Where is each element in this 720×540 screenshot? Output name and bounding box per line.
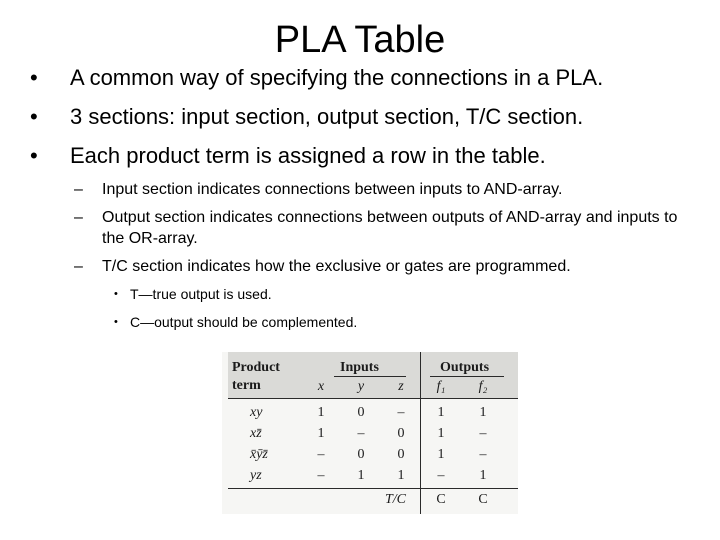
output-f1-cell: – xyxy=(437,468,445,483)
tc-label: T/C xyxy=(385,492,407,507)
inputs-underline xyxy=(334,376,406,377)
tc-rule xyxy=(228,488,518,489)
input-x-cell: – xyxy=(317,468,325,483)
dash-marker: – xyxy=(74,258,83,275)
tc-f2-cell: C xyxy=(478,492,488,507)
sub-sub-bullet-2 xyxy=(30,313,700,331)
input-y-cell: – xyxy=(357,426,365,441)
bullet-marker: • xyxy=(114,316,118,328)
bullet-2 xyxy=(30,103,700,131)
dash-marker: – xyxy=(74,209,83,226)
bullet-marker: • xyxy=(30,143,38,168)
term-cell: xy xyxy=(250,405,263,420)
sub-bullet-list xyxy=(30,179,700,331)
col-x: x xyxy=(317,379,325,394)
bullet-1 xyxy=(30,64,700,92)
input-y-cell: 1 xyxy=(357,468,365,483)
bullet-1-text: A common way of specifying the connections in a PLA. xyxy=(70,65,604,90)
bullet-marker: • xyxy=(30,65,38,90)
input-z-cell: – xyxy=(397,405,405,420)
bullet-3-text: Each product term is assigned a row in the table. xyxy=(70,143,546,168)
term-cell: yz xyxy=(250,468,262,483)
input-z-cell: 0 xyxy=(397,447,405,462)
sub-bullet-3 xyxy=(30,256,700,277)
header-inputs: Inputs xyxy=(340,360,379,375)
input-x-cell: – xyxy=(317,447,325,462)
bullet-2-text: 3 sections: input section, output section, T/C section. xyxy=(70,104,584,129)
section-divider xyxy=(420,352,421,514)
header-rule xyxy=(228,398,518,399)
bullet-marker: • xyxy=(114,288,118,300)
input-x-cell: 1 xyxy=(317,426,325,441)
sub-bullet-1 xyxy=(30,179,700,200)
header-outputs: Outputs xyxy=(440,360,490,375)
bullet-marker: • xyxy=(30,104,38,129)
col-y: y xyxy=(357,379,365,394)
outputs-underline xyxy=(430,376,504,377)
output-f2-cell: 1 xyxy=(479,468,487,483)
pla-table-image xyxy=(222,352,518,514)
output-f2-cell: – xyxy=(479,426,487,441)
header-term: term xyxy=(232,378,261,393)
bullet-list xyxy=(30,64,700,341)
sub-sub-bullet-1 xyxy=(30,285,700,303)
term-cell: xz̄ xyxy=(250,426,262,441)
input-y-cell: 0 xyxy=(357,447,365,462)
col-f1: f₁ xyxy=(436,379,446,394)
slide-title: PLA Table xyxy=(274,19,446,61)
bullet-3 xyxy=(30,142,700,170)
col-f2: f₂ xyxy=(478,379,488,394)
dash-marker: – xyxy=(74,181,83,198)
term-cell: x̄ȳz̄ xyxy=(250,447,268,462)
input-y-cell: 0 xyxy=(357,405,365,420)
sub-bullet-2 xyxy=(30,207,700,249)
sub-bullet-3-text: T/C section indicates how the exclusive or gates are programmed. xyxy=(102,258,571,275)
header-product: Product xyxy=(232,360,280,375)
output-f1-cell: 1 xyxy=(437,405,445,420)
input-z-cell: 0 xyxy=(397,426,405,441)
sub-sub-bullet-2-text: C—output should be complemented. xyxy=(130,314,358,330)
output-f1-cell: 1 xyxy=(437,426,445,441)
output-f1-cell: 1 xyxy=(437,447,445,462)
output-f2-cell: 1 xyxy=(479,405,487,420)
col-z: z xyxy=(398,379,404,394)
sub-bullet-2-text: Output section indicates connections between outputs of AND-array and inputs to the OR-array. xyxy=(102,209,678,247)
output-f2-cell: – xyxy=(479,447,487,462)
tc-f1-cell: C xyxy=(436,492,446,507)
input-x-cell: 1 xyxy=(317,405,325,420)
sub-bullet-1-text: Input section indicates connections between inputs to AND-array. xyxy=(102,181,563,198)
input-z-cell: 1 xyxy=(397,468,405,483)
sub-sub-bullet-1-text: T—true output is used. xyxy=(130,286,272,302)
